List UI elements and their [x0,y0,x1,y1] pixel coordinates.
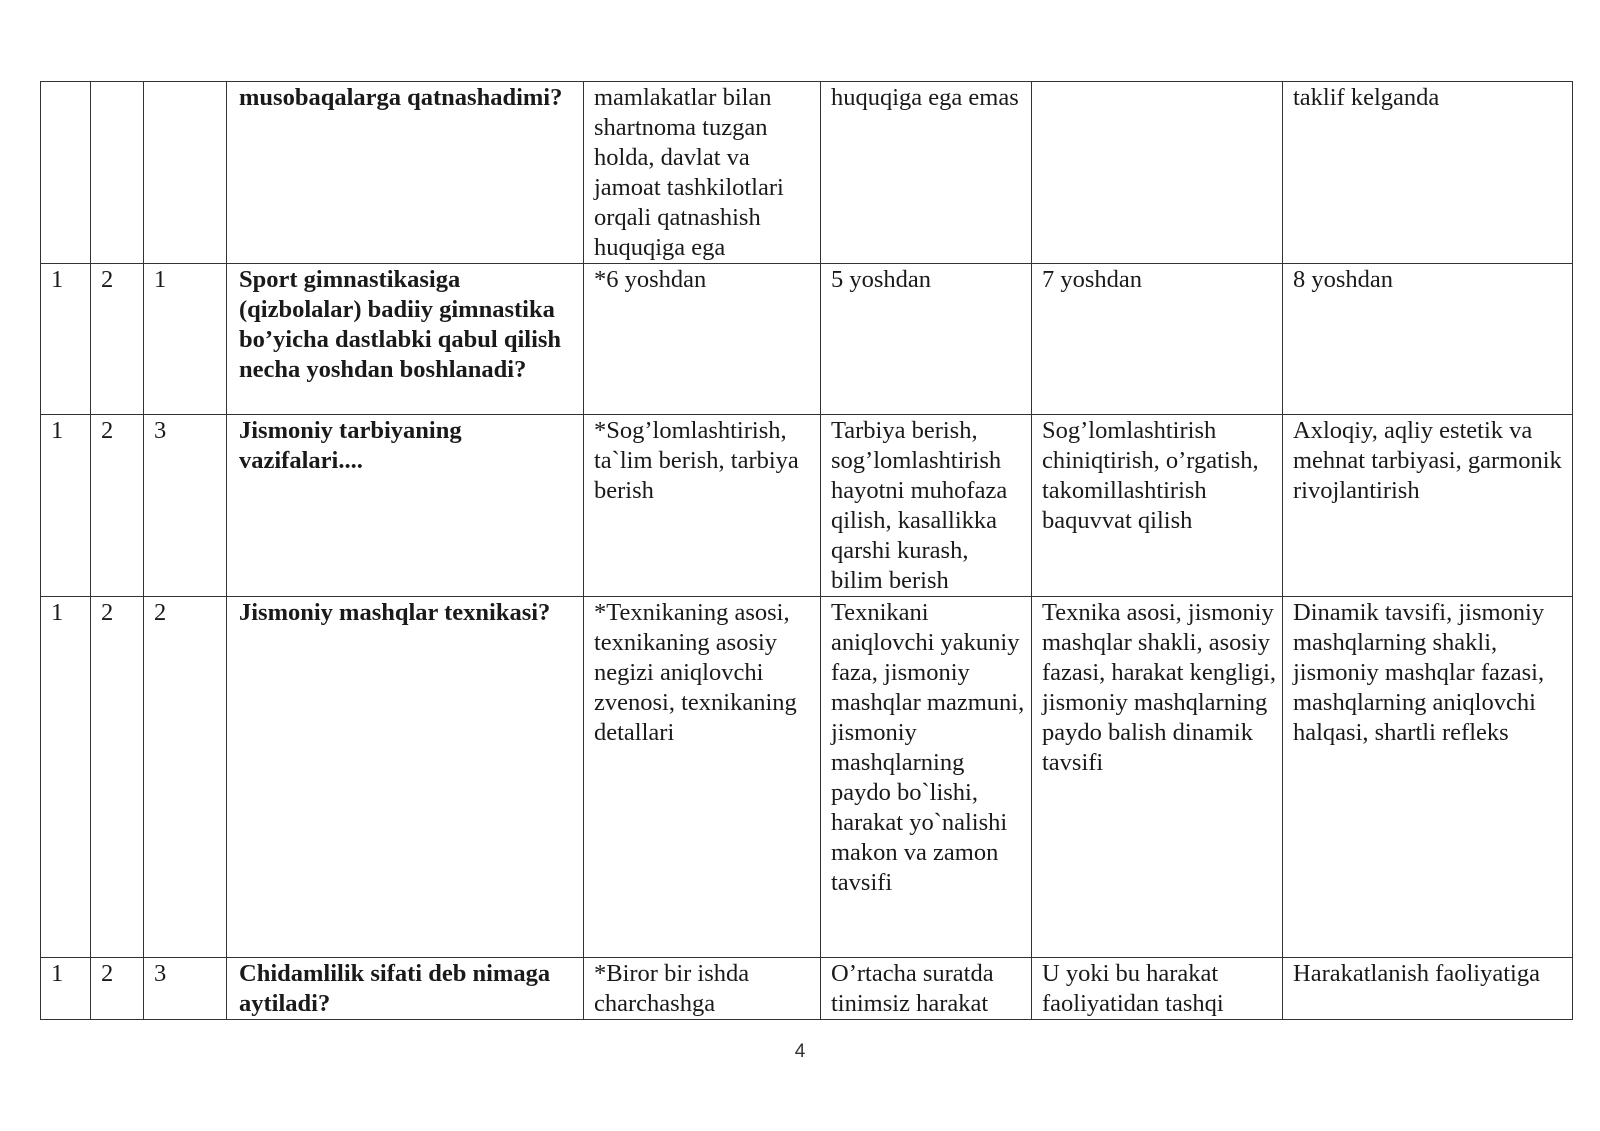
cell-answer-4: Harakatlanish faoliyatiga [1283,958,1573,1020]
cell-answer-correct: mamlakatlar bilan shartnoma tuzgan holda, davlat va jamoat tashkilotlari orqali qatnashish huquqiga ega [584,82,821,264]
cell-answer-4: 8 yoshdan [1283,264,1573,415]
cell-answer-4: Dinamik tavsifi, jismoniy mashqlarning shakli, jismoniy mashqlar fazasi, mashqlarning aniqlovchi halqasi, shartli refleks [1283,597,1573,958]
cell-group: 2 [91,264,144,415]
cell-difficulty: 3 [144,415,227,597]
cell-group: 2 [91,597,144,958]
cell-question: Chidamlilik sifati deb nimaga aytiladi? [227,958,584,1020]
cell-group [91,82,144,264]
cell-question: musobaqalarga qatnashadimi? [227,82,584,264]
table-row [41,264,1573,415]
table-row [41,958,1573,1020]
cell-difficulty [144,82,227,264]
cell-level: 1 [41,264,91,415]
cell-answer-correct: *6 yoshdan [584,264,821,415]
cell-level: 1 [41,597,91,958]
cell-answer-3: U yoki bu harakat faoliyatidan tashqi [1032,958,1283,1020]
table-row [41,415,1573,597]
cell-difficulty: 2 [144,597,227,958]
cell-answer-correct: *Texnikaning asosi, texnikaning asosiy negizi aniqlovchi zvenosi, texnikaning detallari [584,597,821,958]
table-row [41,597,1573,958]
cell-answer-2: Texnikani aniqlovchi yakuniy faza, jismoniy mashqlar mazmuni, jismoniy mashqlarning paydo bo`lishi, harakat yo`nalishi makon va zamon tavsifi [821,597,1032,958]
cell-question: Jismoniy mashqlar texnikasi? [227,597,584,958]
cell-answer-4: taklif kelganda [1283,82,1573,264]
cell-answer-2: 5 yoshdan [821,264,1032,415]
cell-question: Sport gimnastikasiga (qizbolalar) badiiy gimnastika bo’yicha dastlabki qabul qilish necha yoshdan boshlanadi? [227,264,584,415]
cell-answer-3 [1032,82,1283,264]
cell-answer-4: Axloqiy, aqliy estetik va mehnat tarbiyasi, garmonik rivojlantirish [1283,415,1573,597]
page-number: 4 [794,1041,806,1062]
cell-answer-2: huquqiga ega emas [821,82,1032,264]
cell-answer-3: 7 yoshdan [1032,264,1283,415]
cell-difficulty: 1 [144,264,227,415]
cell-answer-3: Texnika asosi, jismoniy mashqlar shakli, asosiy fazasi, harakat kengligi, jismoniy mashqlarning paydo balish dinamik tavsifi [1032,597,1283,958]
cell-group: 2 [91,958,144,1020]
cell-level: 1 [41,415,91,597]
cell-level [41,82,91,264]
cell-answer-2: O’rtacha suratda tinimsiz harakat [821,958,1032,1020]
cell-group: 2 [91,415,144,597]
cell-answer-correct: *Sog’lomlashtirish, ta`lim berish, tarbiya berish [584,415,821,597]
table-row [41,82,1573,264]
cell-level: 1 [41,958,91,1020]
cell-answer-correct: *Biror bir ishda charchashga [584,958,821,1020]
cell-question: Jismoniy tarbiyaning vazifalari.... [227,415,584,597]
questions-table [40,81,1573,1020]
cell-difficulty: 3 [144,958,227,1020]
cell-answer-2: Tarbiya berish, sog’lomlashtirish hayotni muhofaza qilish, kasallikka qarshi kurash, bilim berish [821,415,1032,597]
cell-answer-3: Sog’lomlashtirish chiniqtirish, o’rgatish, takomillashtirish baquvvat qilish [1032,415,1283,597]
